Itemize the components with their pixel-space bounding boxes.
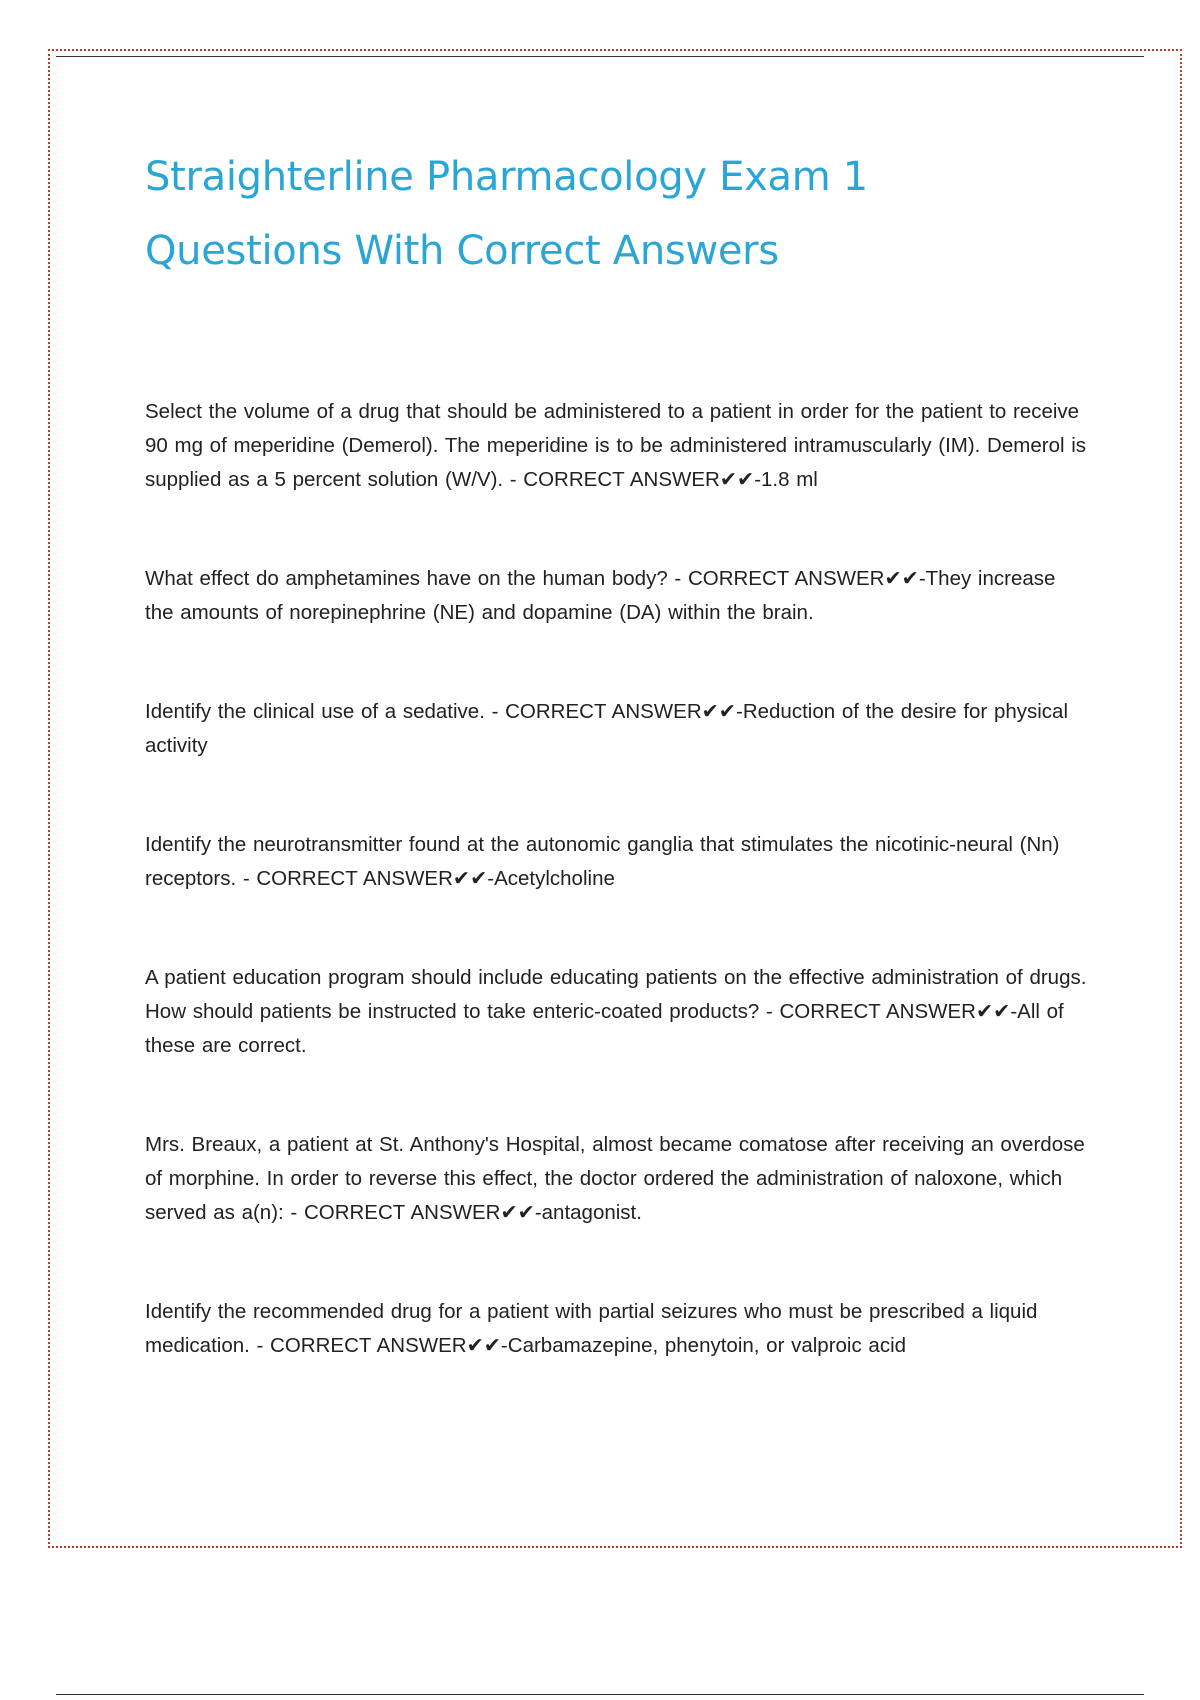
qa-item-2: What effect do amphetamines have on the human body? - CORRECT ANSWER✔✔-They increase the amounts of norepinephrine (NE) and dopamine (DA) within the brain.: [145, 567, 1056, 624]
qa-item-5: A patient education program should include educating patients on the effective administration of drugs. How should patients be instructed to take enteric-coated products? - CORRECT ANSWER✔✔-All of these are correct.: [145, 966, 1087, 1057]
document-title: [145, 140, 1045, 288]
top-rule: [56, 56, 1144, 57]
qa-item-4: Identify the neurotransmitter found at the autonomic ganglia that stimulates the nicotinic-neural (Nn) receptors. - CORRECT ANSWER✔✔-Acetylcholine: [145, 833, 1060, 890]
qa-item-6: Mrs. Breaux, a patient at St. Anthony's Hospital, almost became comatose after receiving an overdose of morphine. In order to reverse this effect, the doctor ordered the administration of naloxone, which served as a(n): - CORRECT ANSWER✔✔-antagonist.: [145, 1133, 1085, 1224]
qa-item-3: Identify the clinical use of a sedative. - CORRECT ANSWER✔✔-Reduction of the desire for physical activity: [145, 700, 1069, 757]
qa-item-7: Identify the recommended drug for a patient with partial seizures who must be prescribed a liquid medication. - CORRECT ANSWER✔✔-Carbamazepine, phenytoin, or valproic acid: [145, 1300, 1038, 1357]
bottom-rule: [56, 1694, 1144, 1695]
title-line-2: Questions With Correct Answers: [145, 228, 779, 274]
title-line-1: Straighterline Pharmacology Exam 1: [145, 154, 868, 200]
qa-item-1: Select the volume of a drug that should be administered to a patient in order for the patient to receive 90 mg of meperidine (Demerol). The meperidine is to be administered intramuscularly (IM). Demerol is supplied as a 5 percent solution (W/V). - CORRECT ANSWER✔✔-1.8 ml: [145, 400, 1087, 491]
qa-list: [145, 395, 1090, 1363]
